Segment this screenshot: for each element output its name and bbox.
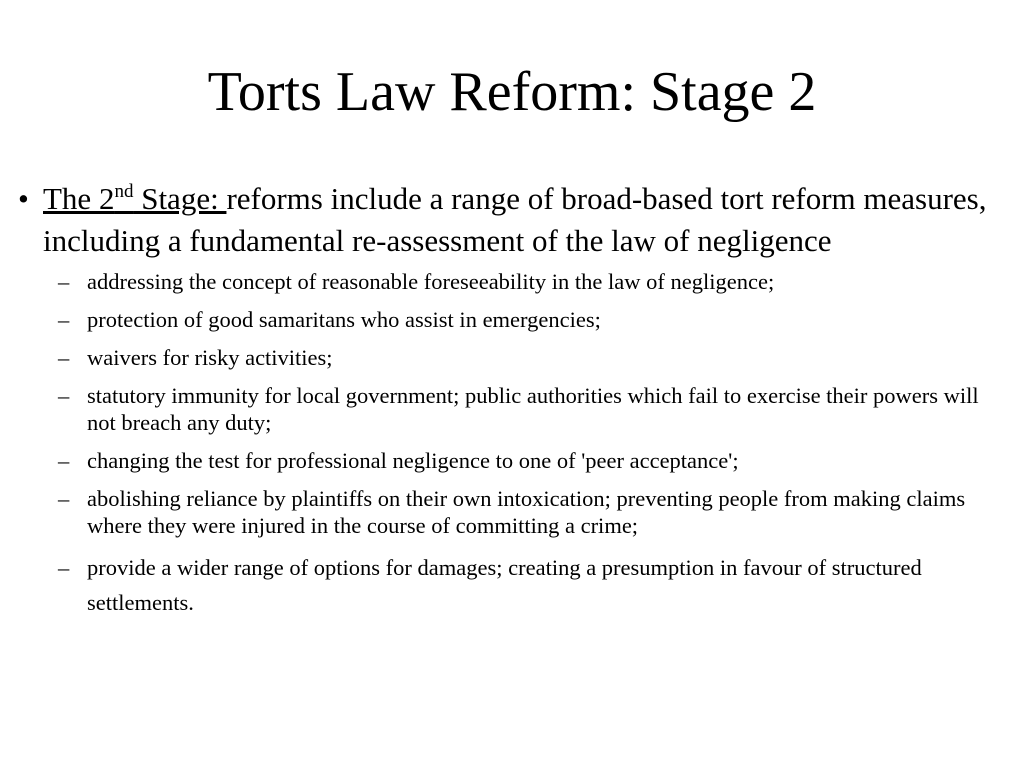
sub-bullet-item (18, 550, 988, 620)
sub-bullet-text: changing the test for professional negligence to one of 'peer acceptance'; (87, 448, 739, 473)
slide-body (18, 178, 988, 631)
sub-bullet-text: provide a wider range of options for damages; creating a presumption in favour of structured settlements. (87, 555, 922, 615)
dash-marker: – (58, 345, 70, 370)
sub-bullet-item (18, 447, 988, 474)
slide-title: Torts Law Reform: Stage 2 (207, 61, 817, 123)
bullet-lead-superscript: nd (114, 181, 134, 202)
sub-bullet-text: addressing the concept of reasonable foreseeability in the law of negligence; (87, 269, 775, 294)
sub-bullet-item (18, 306, 988, 333)
bullet-text: reforms include a range of broad-based tort reform measures, including a fundamental re-assessment of the law of negligence (43, 181, 987, 258)
bullet-lead-before: The 2 (43, 181, 115, 216)
bullet-lead (43, 181, 226, 216)
dash-marker: – (58, 486, 70, 511)
dash-marker: – (58, 269, 70, 294)
sub-bullet-item (18, 344, 988, 371)
dash-marker: – (58, 448, 70, 473)
dash-marker: – (58, 307, 70, 332)
sub-bullet-list (18, 268, 988, 620)
dash-marker: – (58, 555, 70, 580)
sub-bullet-item (18, 485, 988, 539)
bullet-lead-after: Stage: (133, 181, 227, 216)
sub-bullet-item (18, 268, 988, 295)
sub-bullet-text: statutory immunity for local government; public authorities which fail to exercise their powers will not breach any duty; (87, 383, 979, 435)
bullet-marker: • (18, 181, 29, 216)
sub-bullet-text: protection of good samaritans who assist in emergencies; (87, 307, 601, 332)
sub-bullet-text: abolishing reliance by plaintiffs on their own intoxication; preventing people from making claims where they were injured in the course of committing a crime; (87, 486, 966, 538)
main-bullet (18, 178, 988, 262)
sub-bullet-item (18, 382, 988, 436)
dash-marker: – (58, 383, 70, 408)
sub-bullet-text: waivers for risky activities; (87, 345, 333, 370)
